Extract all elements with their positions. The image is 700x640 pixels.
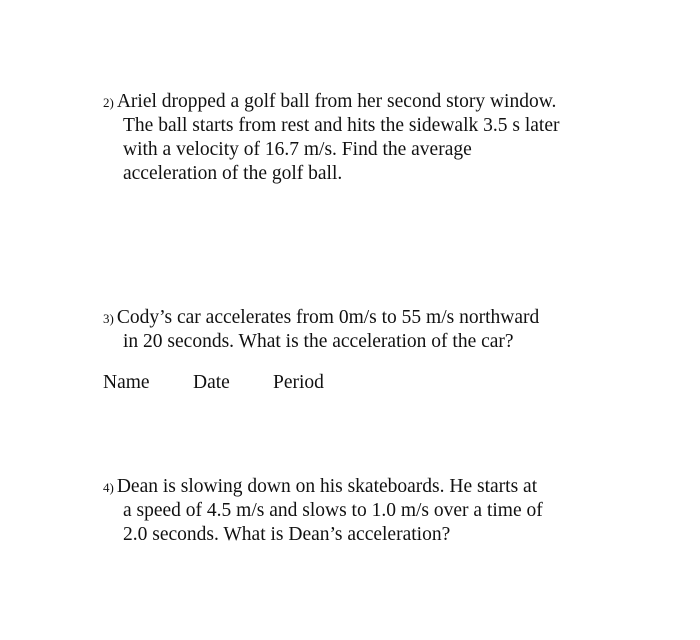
name-label: Name: [103, 372, 150, 393]
problem-3-line-1: 3) Cody’s car accelerates from 0m/s to 55 m/s northward: [103, 307, 540, 328]
problem-3-number: 3): [103, 311, 114, 326]
period-label: Period: [273, 372, 324, 393]
problem-2-line-1: 2) Ariel dropped a golf ball from her second story window.: [103, 91, 557, 112]
problem-4-line-2: a speed of 4.5 m/s and slows to 1.0 m/s over a time of: [123, 500, 543, 521]
problem-2-line-4: acceleration of the golf ball.: [123, 163, 343, 184]
problem-2-line-3: with a velocity of 16.7 m/s. Find the average: [123, 139, 472, 160]
problem-2-number: 2): [103, 95, 114, 110]
problem-4-number: 4): [103, 480, 114, 495]
problem-3-line-2: in 20 seconds. What is the acceleration of the car?: [123, 331, 514, 352]
date-label: Date: [193, 372, 230, 393]
problem-4-line-1: 4) Dean is slowing down on his skateboards. He starts at: [103, 476, 538, 497]
problem-2-line-2: The ball starts from rest and hits the sidewalk 3.5 s later: [123, 115, 560, 136]
problem-4-line-3: 2.0 seconds. What is Dean’s acceleration?: [123, 524, 451, 545]
